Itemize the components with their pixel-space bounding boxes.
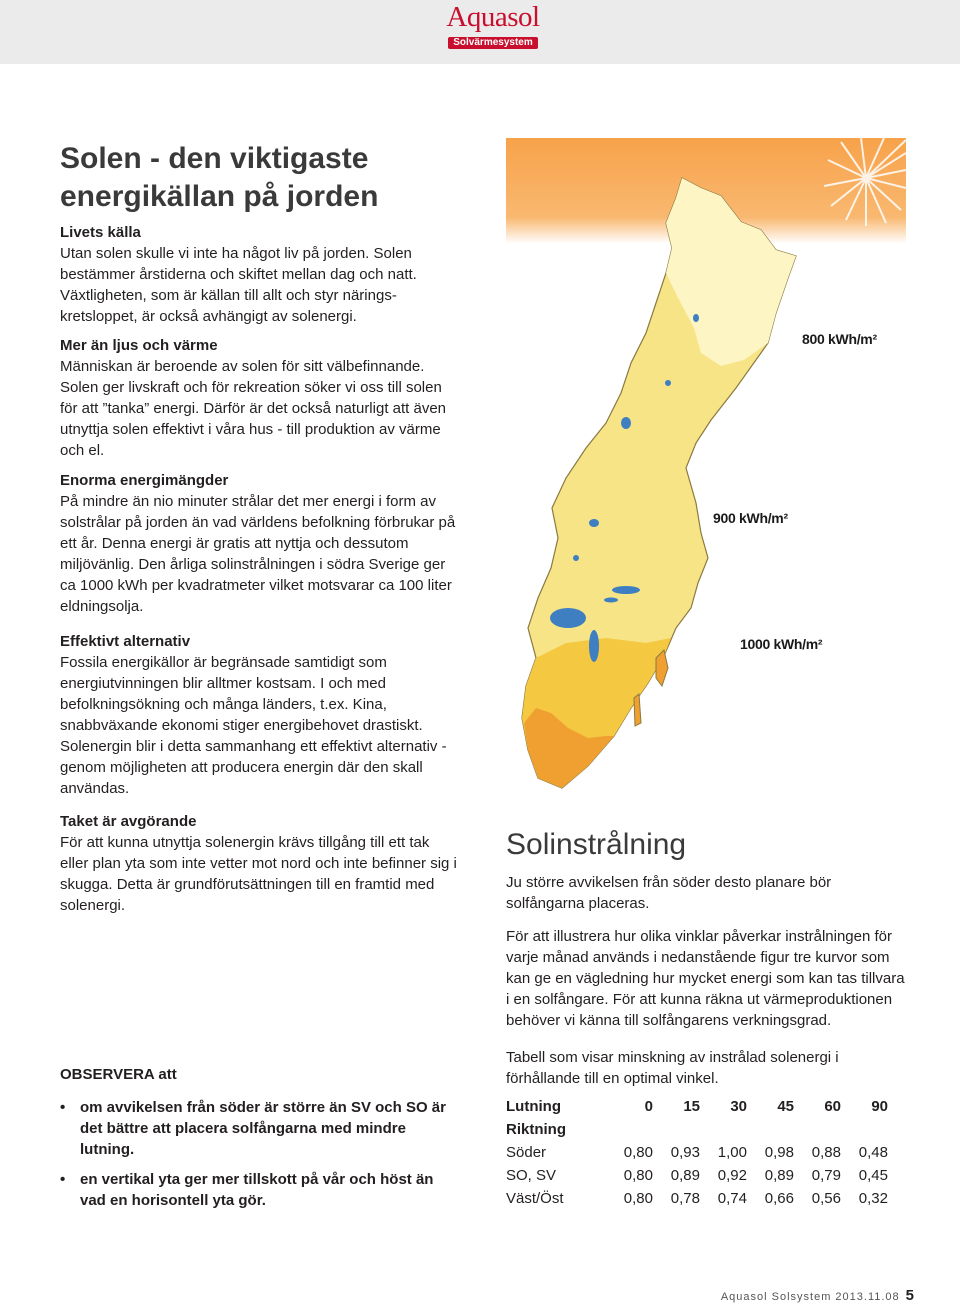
table-cell: 0,98 (764, 1144, 794, 1161)
table-intro: Tabell som visar minskning av instrålad solenergi i förhållande till en optimal vinkel. (506, 1049, 839, 1087)
table-cell: 0,66 (764, 1190, 794, 1207)
bullet-icon: • (60, 1099, 66, 1116)
lake-vattern (589, 630, 599, 662)
row-label: Söder (506, 1144, 547, 1161)
header-label: Lutning (506, 1098, 561, 1115)
observera-item-text: en vertikal yta ger mer tillskott på vår och höst än vad en horisontell yta gör. (80, 1171, 434, 1209)
page-title: Solen - den viktigaste energikällan på jorden (60, 142, 379, 213)
table-cell: 0,45 (858, 1167, 888, 1184)
table-row (506, 1164, 888, 1187)
table-cell: 0,89 (764, 1167, 794, 1184)
lake-small (693, 314, 699, 322)
section-heading: Taket är avgörande (60, 813, 197, 830)
section-body: Människan är beroende av solen för sitt välbefinnande. Solen ger livskraft och för rekreation söker vi oss till solen för att ”tanka” energi. Därför är det också naturligt att även utnyttja solen effektivt i våra hus - till produktion av värme och el. (60, 358, 447, 459)
table-cell: 0,80 (623, 1190, 653, 1207)
map-svg (506, 138, 906, 798)
table-subheader-row (506, 1118, 888, 1141)
table-cell: 0,89 (670, 1167, 700, 1184)
solinstralning-title: Solinstrålning (506, 828, 687, 861)
subheader-label: Riktning (506, 1121, 566, 1138)
right-column (506, 826, 906, 1210)
label-1000-kwh: 1000 kWh/m² (740, 636, 823, 652)
sweden-radiation-map (506, 138, 906, 798)
table-cell: 1,00 (717, 1144, 747, 1161)
table-cell: 0,79 (811, 1167, 841, 1184)
angle-cell: 0 (644, 1098, 653, 1115)
angle-cell: 60 (824, 1098, 841, 1115)
section-body: Fossila energikällor är begränsade samtidigt som energiutvinningen blir alltmer kostsam. I och med befolkningsökning och många länders, t.ex. Kina, snabbväxande ekonomi stiger energibehovet drastiskt. Solenergin blir i detta sammanhang ett effektivt alternativ - genom möjligheten att producera energin där den skall användas. (60, 654, 447, 797)
section-effektivt-alternativ (60, 631, 460, 799)
section-body: På mindre än nio minuter strålar det mer energi i form av solstrålar på jorden än vad världens befolkning förbrukar på ett år. Denna energi är gratis att nyttja och dessutom miljövänlig. Den årliga solinstrålningen i södra Sverige ger ca 1000 kWh per kvadratmeter vilket motsvarar ca 100 liter eldningsolja. (60, 493, 456, 615)
section-body: Utan solen skulle vi inte ha något liv på jorden. Solen bestämmer årstiderna och skiftet mellan dag och natt. Växtligheten, som är källan till allt och styr närings-kretsloppet, är också avhängigt av solenergi. (60, 245, 417, 325)
section-mer-an-ljus (60, 335, 460, 461)
section-heading: Enorma energimängder (60, 472, 229, 489)
label-900-kwh: 900 kWh/m² (713, 510, 788, 526)
row-label: Väst/Öst (506, 1190, 564, 1207)
logo-word: Aquasol (446, 1, 540, 33)
table-cell: 0,80 (623, 1144, 653, 1161)
observera-list (60, 1097, 460, 1211)
header-band (0, 0, 960, 64)
solinstralning-intro: Ju större avvikelsen från söder desto planare bör solfångarna placeras. (506, 874, 832, 912)
lake-small (573, 555, 579, 561)
footer-text: Aquasol Solsystem 2013.11.08 (720, 1291, 900, 1303)
observera-item (60, 1169, 460, 1211)
lake-hjalmaren (604, 598, 618, 603)
table-cell: 0,92 (717, 1167, 747, 1184)
observera-box (60, 1064, 460, 1220)
angle-cell: 90 (871, 1098, 888, 1115)
lake-small (665, 380, 671, 386)
lake-storsjon (621, 417, 631, 429)
table-header-row (506, 1095, 888, 1118)
logo-tagline: Solvärmesystem (448, 37, 538, 49)
section-body: För att kunna utnyttja solenergin krävs tillgång till ett tak eller plan yta som inte vetter mot nord och inte befinner sig i skugga. Detta är grundförutsättningen till en framtid med solenergi. (60, 834, 457, 914)
table-cell: 0,78 (670, 1190, 700, 1207)
angle-cell: 45 (777, 1098, 794, 1115)
lake-malaren (612, 586, 640, 594)
page-footer (721, 1287, 914, 1304)
section-heading: Livets källa (60, 224, 141, 241)
observera-item (60, 1097, 460, 1160)
table-row (506, 1187, 888, 1210)
table-cell: 0,93 (670, 1144, 700, 1161)
aquasol-logo (443, 1, 543, 48)
table-cell: 0,32 (858, 1190, 888, 1207)
left-column (60, 222, 460, 924)
lake-vanern (550, 608, 586, 628)
angle-cell: 30 (730, 1098, 747, 1115)
angle-cell: 15 (683, 1098, 700, 1115)
table-cell: 0,88 (811, 1144, 841, 1161)
solinstralning-paragraph: För att illustrera hur olika vinklar påverkar instrålningen för varje månad används i nedanstående figur tre kurvor som kan ge en vägledning hur mycket energi som kan tas tillvara i en solfångare. För att kunna räkna ut värmeproduktionen behöver vi känna till solfångarens verkningsgrad. (506, 928, 905, 1029)
section-taket-ar-avgorande (60, 811, 460, 916)
bullet-icon: • (60, 1171, 66, 1188)
table-cell: 0,80 (623, 1167, 653, 1184)
label-800-kwh: 800 kWh/m² (802, 331, 877, 347)
section-livets-kalla (60, 222, 460, 327)
table-row (506, 1141, 888, 1164)
section-heading: Effektivt alternativ (60, 633, 191, 650)
table-cell: 0,74 (717, 1190, 747, 1207)
observera-heading: OBSERVERA att (60, 1066, 177, 1083)
table-cell: 0,56 (811, 1190, 841, 1207)
section-heading: Mer än ljus och värme (60, 337, 218, 354)
observera-item-text: om avvikelsen från söder är större än SV och SO är det bättre att placera solfångarna med mindre lutning. (80, 1099, 446, 1158)
page-number: 5 (905, 1287, 914, 1304)
table-cell: 0,48 (858, 1144, 888, 1161)
radiation-loss-table (506, 1095, 888, 1210)
section-enorma-energimangder (60, 470, 460, 617)
row-label: SO, SV (506, 1167, 557, 1184)
lake-siljan (589, 519, 599, 527)
